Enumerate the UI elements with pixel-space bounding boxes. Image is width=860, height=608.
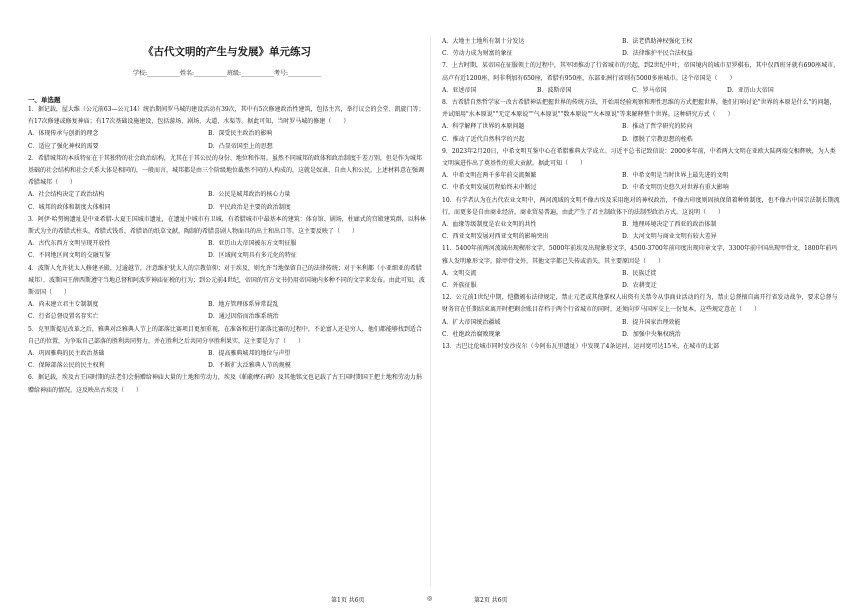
footer-separator: ◎ xyxy=(427,595,433,602)
question-stem: 5．克里斯提尼改革之后，雅典对泛雅典人节上的部落比赛项目更加重视，在准备和进行部落比赛的过程中，不论富人还是穷人，他们都能够找到适合自己的位置，为争取自己部落的胜利共同努力，并在胜利之后共同分享胜利果实。这主要是为了（ ） xyxy=(28,325,422,345)
answer-options xyxy=(442,219,840,243)
right-questions xyxy=(442,36,840,353)
answer-option[interactable]: D．亚历山大帝国 xyxy=(727,86,774,94)
question-stem: 10．有学者认为在古代农业文明中，两河流域的文明不像古埃及采用绝对的神权政治，不像古印度则固执保留着种姓制度，也不像古中国宗法制长期流行，而更多是自由商业经济，商业贸易普遍，由此产生了君主制政体下的法制型政治方式。这说明（ ） xyxy=(442,196,840,216)
answer-option[interactable]: C．西亚文明发展对西亚文明的影响突出 xyxy=(442,233,549,241)
answer-option[interactable]: D．不断扩大泛雅典人节的规模 xyxy=(208,362,291,370)
answer-option[interactable]: C．城邦的政体和制度大体相同 xyxy=(28,203,111,211)
answer-option[interactable]: A．大地主土地所有制十分发达 xyxy=(442,38,525,45)
question-stem: 7．上古时期，某帝国在征服领土的过程中，其军团推动了行省城市的兴起，到2世纪中叶，帝国境内的城市星罗棋布，其中仅西班牙就有690座城市，高卢有近1200座，阿非利加有650座，希腊有950座，东部亚洲行省则有5000多座城市。这个帝国是（ ） xyxy=(442,62,840,82)
answer-option[interactable]: C．行省总督设置名存实亡 xyxy=(28,313,99,321)
answer-option[interactable]: D．摆脱了宗教思想的桎梏 xyxy=(622,135,693,143)
left-questions xyxy=(28,104,426,397)
student-info-line: 学校:___________姓名:___________班级:___________考号:___________ xyxy=(132,70,322,77)
answer-option[interactable]: B．深受民主政治的影响 xyxy=(208,130,273,138)
answer-option[interactable]: D．平民政治是主要的政治制度 xyxy=(208,203,291,211)
answer-option[interactable]: A．社会结构决定了政治结构 xyxy=(28,191,105,199)
answer-option[interactable]: B．地方管理体系异常混乱 xyxy=(208,301,279,309)
page-divider xyxy=(430,36,431,586)
answer-option[interactable]: A．体现传承与创新的理念 xyxy=(28,130,99,138)
question-stem: 2．希腊城邦的本质特征在于其独特的社会政治结构，尤其在于其公民的身份、地位和作用。虽然不同城邦的政体和政治制度千差万别，但是作为城邦基础的社会结构和社会关系大体是相同的，一般而言，城邦都是由三个阶级地位截然不同的人构成的，这就是奴隶、自由人和公民。上述材料意在强调希腊城邦（ ） xyxy=(28,154,425,187)
answer-options xyxy=(28,189,426,213)
question-stem: 8．古希腊自然哲学家一改古希腊神话把握世界的传统方法，开始用经验观察和理性思维的方式把握世界，他们打响讨论"世界的本原是什么"的问题，并试图用"水本原说""无定本原说""气本原说""数本原说""火本原说"等来解释整个世界。这种研究方式（ ） xyxy=(442,99,836,119)
answer-option[interactable]: C．劳动力成为财富的象征 xyxy=(442,50,513,58)
page-footer xyxy=(0,593,860,608)
answer-options xyxy=(28,348,426,372)
footer-page-right: 第2页 共6页 xyxy=(474,597,508,604)
answer-option[interactable]: A．古代东西方文明呈现开放性 xyxy=(28,240,111,248)
document-title: 《古代文明的产生与发展》单元练习 xyxy=(143,46,311,58)
answer-options xyxy=(442,36,840,60)
answer-option[interactable]: A．巩固雅典的民主政治基础 xyxy=(28,350,105,358)
question-stem: 12．公元前1世纪中期，恺撒颁布法律规定，禁止元老或其他掌权人出资有关禁令从事商业活动的行为，禁止总督擅自离开行省发动战争，要求总督与财务官在任期结束离开时把剩余账目存档于两个行省城市的同时，还须向罗马国库交上一份复本。这些规定意在（ ） xyxy=(442,294,838,314)
answer-option[interactable]: C．外族征服 xyxy=(442,282,477,290)
answer-option[interactable]: A．尚未建立君主专制制度 xyxy=(28,301,99,309)
answer-option[interactable]: A．亚述帝国 xyxy=(442,86,477,94)
question-stem: 6．据记载，埃及古王国时期的法老们会捐赠给神庙大量的土地和劳动力，埃及《帕勒摩石碑》及其他铭文也记载了古王国时期国王把土地和劳动力捐赠给神庙的情况。这反映出古埃及（ ） xyxy=(28,374,422,394)
page-left xyxy=(28,0,426,592)
answer-option[interactable]: B．中希文明是当时世界上最先进的文明 xyxy=(622,172,729,180)
answer-option[interactable]: C．适应了强化神权的需要 xyxy=(28,142,99,150)
answer-option[interactable]: B．公民是城邦政治的核心力量 xyxy=(208,191,291,199)
answer-option[interactable]: D．区域间文明具有多元化的特征 xyxy=(208,252,297,260)
question-stem: 11．5400年前两河流域出现楔形文字，5000年前埃及出现象形文字，4500-3700年前印度出现印章文字，3300年前中国出现甲骨文，1800年前玛雅人发明象形文字。除甲骨文外，其他文字都已失传或消失，其主要原因是（ ） xyxy=(442,245,838,265)
answer-option[interactable]: B．波斯帝国 xyxy=(537,86,572,94)
answer-option[interactable]: B．亚历山大帝国被东方文明征服 xyxy=(208,240,297,248)
answer-option[interactable]: A．血缘等级制度是农业文明的共性 xyxy=(442,221,537,229)
answer-option[interactable]: B．法老借助神权强化王权 xyxy=(622,38,693,45)
question-stem: 3．阿伊·哈努姆遗址是中亚希腊-大夏王国城市遗址，在遗址中城市有卫城，有希腊城市中最基本的建筑：体育馆、剧场，柱廊式的宫殿建筑群，以科林斯式为主的希腊式柱头，希腊式钱币，希腊语的纸草文献，陶制的希腊喜剧人物面具的出土和出口等。这主要反映了（ ） xyxy=(28,215,426,236)
answer-option[interactable]: B．地理环境决定了西亚的政治体制 xyxy=(622,221,717,229)
answer-option[interactable]: B．提高雅典城邦的地位与声望 xyxy=(208,350,291,358)
answer-options xyxy=(442,268,840,292)
answer-option[interactable]: C．不同地区间文明的交融互鉴 xyxy=(28,252,111,260)
answer-option[interactable]: C．保障部落公民的民主权利 xyxy=(28,362,105,370)
answer-options xyxy=(442,121,840,145)
page-right xyxy=(442,0,840,592)
answer-option[interactable]: A．扩大帝国统治疆域 xyxy=(442,318,501,326)
answer-option[interactable]: D．农耕变迁 xyxy=(622,282,657,290)
answer-option[interactable]: C．推动了近代自然科学的兴起 xyxy=(442,135,525,143)
answer-option[interactable]: D．凸显帝国至上的思想 xyxy=(208,142,273,150)
question-stem: 9．2023年2月20日，中希文明互鉴中心在希腊雅典大学成立。习近平总书记致信说：2000多年前，中希两大文明在亚欧大陆两端交相辉映，为人类文明演进作出了奠基性的重大贡献。据此可知（ ） xyxy=(442,147,836,168)
answer-options xyxy=(442,170,840,194)
footer-page-left: 第1页 共6页 xyxy=(331,597,365,604)
answer-option[interactable]: D．中希文明历史悠久对世界有重大影响 xyxy=(622,184,729,192)
answer-option[interactable]: C．杜绝政治腐败现象 xyxy=(442,330,501,338)
section-heading: 一、单选题 xyxy=(28,96,61,104)
question-stem: 1．据记载，屋大维（公元前63—公元14）统治期间罗马城的建设活动有39次，其中有5次修建政治性建筑，包括主宫，举行议会的会堂、凯旋门等；有17次修建或修复神庙；有17次基础设施建设，包括游场、剧场、大道、水渠等。据此可知，当时罗马城的修建（ ） xyxy=(28,106,425,126)
answer-option[interactable]: D．大河文明与商业文明有较大差异 xyxy=(622,233,717,241)
question-stem: 4．波斯人允许犹太人修建圣殿，过逾越节，注意维护犹太人的宗教信仰；对于埃及，则允许当地保留自己的法律传统；对于米利都（小亚细亚的希腊城邦），波斯国王薛西斯遵守当地总督和阿波罗神庙征税的行为；到公元前4世纪，帝国的官方文书仍用帝国境内多种不同的文字来发布。由此可知，波斯帝国（ ） xyxy=(28,264,425,297)
answer-option[interactable]: A．文明交流 xyxy=(442,269,477,277)
answer-option[interactable]: B．提升国家治理效能 xyxy=(622,318,681,326)
answer-options xyxy=(28,299,426,323)
answer-options xyxy=(28,238,426,262)
answer-option[interactable]: D．通过因俗而治维系统治 xyxy=(208,313,279,321)
answer-option[interactable]: A．科学解释了世界的本原问题 xyxy=(442,123,525,131)
answer-option[interactable]: C．罗马帝国 xyxy=(632,86,667,94)
answer-options xyxy=(442,317,840,341)
answer-option[interactable]: B．推动了哲学研究的转向 xyxy=(622,123,693,131)
answer-options xyxy=(28,128,426,152)
answer-option[interactable]: C．中希文明发展历程始终未中断过 xyxy=(442,184,537,192)
answer-options xyxy=(442,85,840,97)
question-stem: 13．古巴比伦城市同时发沙皮尔（今阿布瓦里遗址）中发现了4条运河，运河宽可达15米，在城市的北部 xyxy=(442,343,720,351)
answer-option[interactable]: D．法律维护平民合法权益 xyxy=(622,50,693,58)
answer-option[interactable]: B．民族迁徙 xyxy=(622,269,657,277)
answer-option[interactable]: A．中希文明在两千多年前交流频繁 xyxy=(442,172,537,180)
answer-option[interactable]: D．加强中央集权统治 xyxy=(622,330,681,338)
